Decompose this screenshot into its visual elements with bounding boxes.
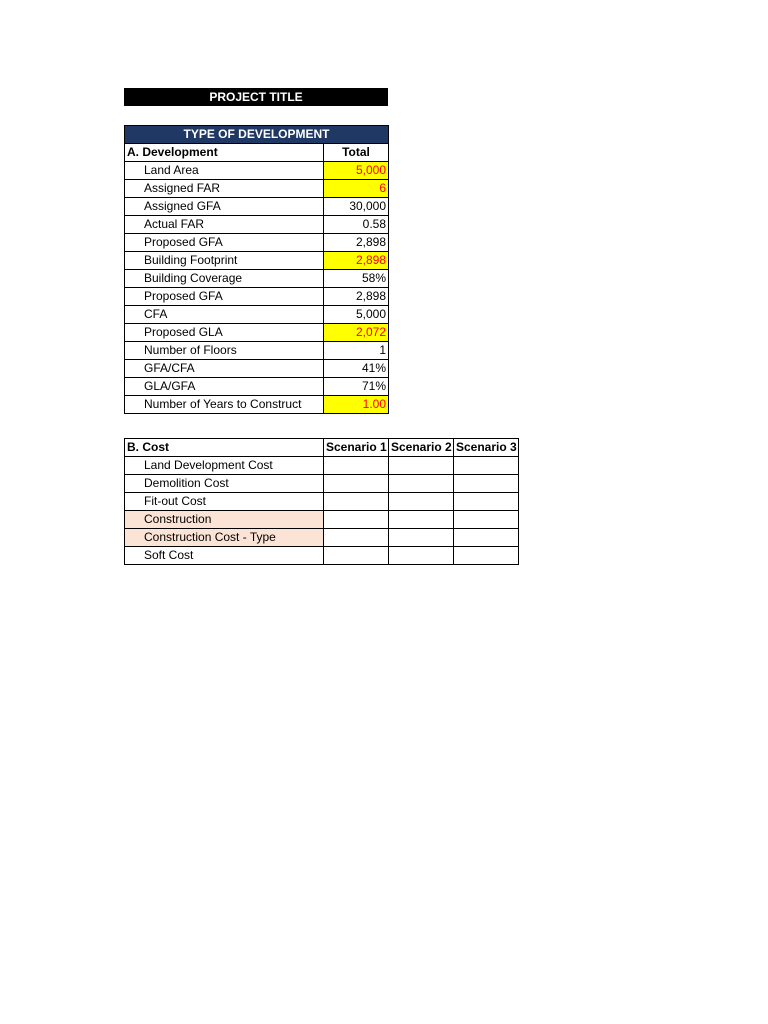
development-table [124, 125, 389, 414]
development-row [125, 180, 389, 198]
cost-row-label: Land Development Cost [125, 457, 324, 475]
cost-row [125, 511, 519, 529]
development-header-row [125, 126, 389, 144]
cost-row [125, 457, 519, 475]
development-row-label: Proposed GLA [125, 324, 324, 342]
cost-row-label: Demolition Cost [125, 475, 324, 493]
scenario-2-cost-cell[interactable] [389, 475, 454, 493]
scenario-1-cost-cell[interactable] [324, 547, 389, 565]
cost-row [125, 547, 519, 565]
scenario-1-cost-cell[interactable] [324, 511, 389, 529]
development-row [125, 378, 389, 396]
development-input-value-cell[interactable]: 2,898 [324, 252, 389, 270]
development-row-label: Proposed GFA [125, 288, 324, 306]
scenario-2-cost-cell[interactable] [389, 529, 454, 547]
development-row [125, 162, 389, 180]
development-value-cell[interactable]: 30,000 [324, 198, 389, 216]
development-row [125, 270, 389, 288]
scenario-1-header: Scenario 1 [324, 439, 389, 457]
type-of-development-header: TYPE OF DEVELOPMENT [125, 126, 389, 144]
development-row-label: Assigned FAR [125, 180, 324, 198]
development-input-value-cell[interactable]: 2,072 [324, 324, 389, 342]
development-value-cell[interactable]: 5,000 [324, 306, 389, 324]
cost-row-label: Soft Cost [125, 547, 324, 565]
cost-row-label: Fit-out Cost [125, 493, 324, 511]
development-section-label: A. Development [125, 144, 324, 162]
development-row-label: Building Coverage [125, 270, 324, 288]
development-input-value-cell[interactable]: 5,000 [324, 162, 389, 180]
scenario-1-cost-cell[interactable] [324, 493, 389, 511]
development-row [125, 342, 389, 360]
development-row [125, 288, 389, 306]
scenario-1-cost-cell[interactable] [324, 457, 389, 475]
cost-table [124, 438, 519, 565]
scenario-1-cost-cell[interactable] [324, 529, 389, 547]
scenario-2-cost-cell[interactable] [389, 547, 454, 565]
development-value-cell[interactable]: 58% [324, 270, 389, 288]
development-row [125, 306, 389, 324]
scenario-3-cost-cell[interactable] [454, 475, 519, 493]
scenario-3-cost-cell[interactable] [454, 547, 519, 565]
development-value-cell[interactable]: 0.58 [324, 216, 389, 234]
development-row [125, 216, 389, 234]
development-row-label: Assigned GFA [125, 198, 324, 216]
cost-row [125, 493, 519, 511]
scenario-2-cost-cell[interactable] [389, 511, 454, 529]
scenario-1-cost-cell[interactable] [324, 475, 389, 493]
project-title: PROJECT TITLE [124, 88, 388, 106]
development-row [125, 252, 389, 270]
development-value-cell[interactable]: 71% [324, 378, 389, 396]
development-value-cell[interactable]: 2,898 [324, 288, 389, 306]
development-row-label: Building Footprint [125, 252, 324, 270]
scenario-2-cost-cell[interactable] [389, 457, 454, 475]
scenario-3-cost-cell[interactable] [454, 457, 519, 475]
development-row-label: Number of Years to Construct [125, 396, 324, 414]
development-row-label: Proposed GFA [125, 234, 324, 252]
development-value-cell[interactable]: 41% [324, 360, 389, 378]
cost-row-label: Construction [125, 511, 324, 529]
scenario-3-cost-cell[interactable] [454, 511, 519, 529]
cost-header-row [125, 439, 519, 457]
development-row-label: CFA [125, 306, 324, 324]
development-row [125, 324, 389, 342]
development-row-label: Number of Floors [125, 342, 324, 360]
development-row-label: GLA/GFA [125, 378, 324, 396]
cost-row [125, 475, 519, 493]
scenario-2-header: Scenario 2 [389, 439, 454, 457]
development-input-value-cell[interactable]: 1.00 [324, 396, 389, 414]
scenario-3-cost-cell[interactable] [454, 529, 519, 547]
scenario-2-cost-cell[interactable] [389, 493, 454, 511]
scenario-3-cost-cell[interactable] [454, 493, 519, 511]
total-column-header: Total [324, 144, 389, 162]
development-row-label: GFA/CFA [125, 360, 324, 378]
cost-row-label: Construction Cost - Type [125, 529, 324, 547]
development-value-cell[interactable]: 2,898 [324, 234, 389, 252]
development-column-header-row [125, 144, 389, 162]
cost-row [125, 529, 519, 547]
development-row-label: Land Area [125, 162, 324, 180]
scenario-3-header: Scenario 3 [454, 439, 519, 457]
development-value-cell[interactable]: 1 [324, 342, 389, 360]
development-input-value-cell[interactable]: 6 [324, 180, 389, 198]
development-row [125, 234, 389, 252]
development-row [125, 396, 389, 414]
development-row [125, 198, 389, 216]
development-row [125, 360, 389, 378]
development-row-label: Actual FAR [125, 216, 324, 234]
cost-section-label: B. Cost [125, 439, 324, 457]
